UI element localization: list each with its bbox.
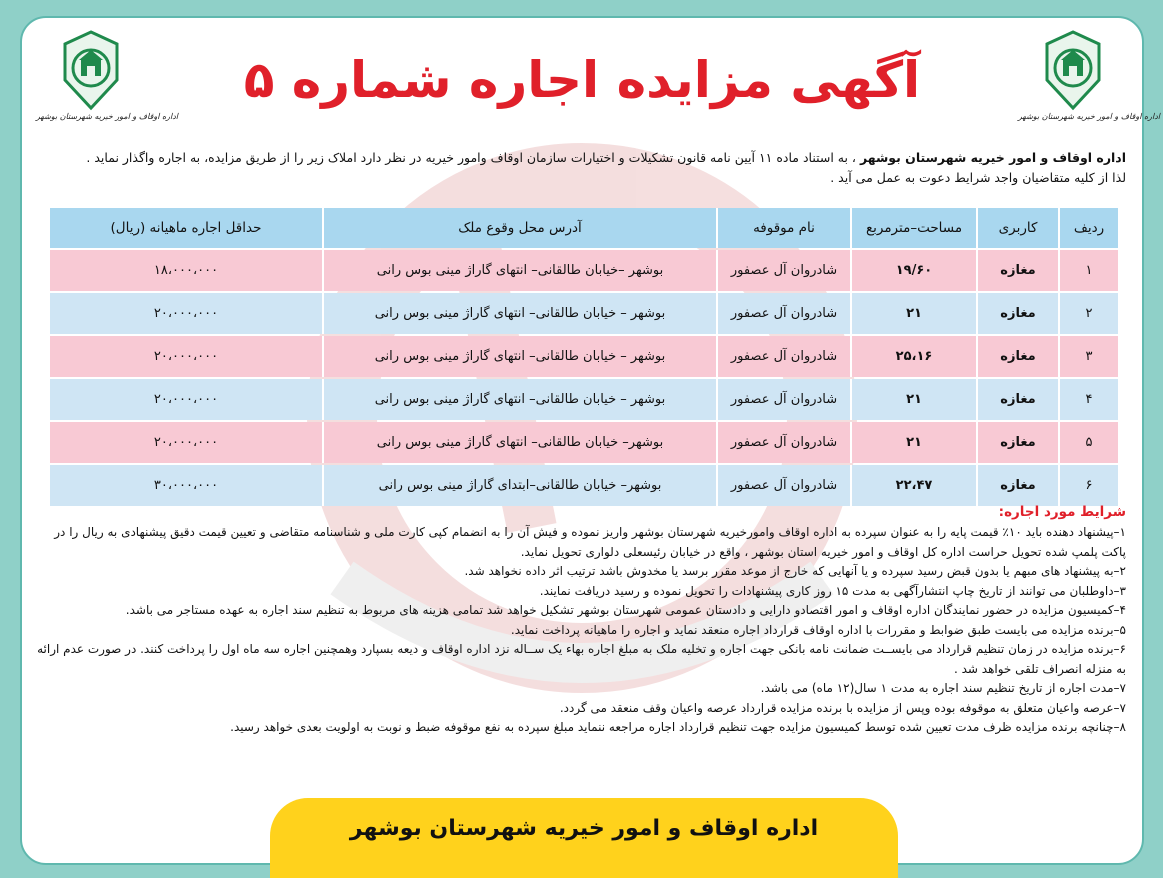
cell-row-number: ۲ [1058,293,1118,334]
cell-address: بوشهر– خیابان طالقانی–ابتدای گاراژ مینی بوس رانی [322,465,716,506]
cell-address: بوشهر – خیابان طالقانی– انتهای گاراژ مینی بوس رانی [322,293,716,334]
cell-area: ۲۲،۴۷ [850,465,976,506]
condition-item: ۴–کمیسیون مزایده در حضور نمایندگان اداره اوقاف و امور اقتصادو دارایی و دادستان عمومی شهرستان بوشهر تشکیل خواهد شد تمامی هزینه های مربوط به تنظیم سند اجاره به عهده مستاجر می باشد. [125,603,1126,617]
table-header-row [48,208,1118,248]
condition-item: ۱–پیشنهاد دهنده باید ۱۰٪ قیمت پایه را به عنوان سپرده به اداره اوقاف وامورخیریه شهرستان بوشهر واریز نموده و فیش آن را به انضمام کپی کارت ملی و شناسنامه متقاضی و تعیین قیمت دقیق پیشنهادی به ریال را در پاکت پلمپ شده تحویل حراست اداره کل اوقاف و امور خیریه استان بوشهر ، واقع در خیابان رئیسعلی دلواری تحویل نماید. [54,525,1126,559]
properties-table [48,206,1118,508]
page-title: آگهی مزایده اجاره شماره ۵ [243,51,921,109]
cell-row-number: ۶ [1058,465,1118,506]
cell-row-number: ۴ [1058,379,1118,420]
cell-row-number: ۳ [1058,336,1118,377]
cell-usage: مغازه [976,379,1058,420]
cell-endowment: شادروان آل عصفور [716,379,850,420]
cell-rent: ۲۰،۰۰۰،۰۰۰ [48,293,322,334]
table-row [48,379,1118,420]
table-row [48,250,1118,291]
notice-frame [20,16,1161,865]
cell-area: ۱۹/۶۰ [850,250,976,291]
cell-rent: ۱۸،۰۰۰،۰۰۰ [48,250,322,291]
header-area: مساحت–مترمربع [850,208,976,248]
cell-endowment: شادروان آل عصفور [716,422,850,463]
cell-rent: ۲۰،۰۰۰،۰۰۰ [48,336,322,377]
logo-right [1018,30,1161,121]
cell-endowment: شادروان آل عصفور [716,465,850,506]
cell-area: ۲۱ [850,379,976,420]
cell-endowment: شادروان آل عصفور [716,250,850,291]
footer-org-name: اداره اوقاف و امور خیریه شهرستان بوشهر [349,816,819,841]
condition-item: ۵–برنده مزایده می بایست طبق ضوابط و مقررات با اداره اوقاف قرارداد اجاره منعقد نماید و اجاره را ماهیانه پرداخت نماید. [510,622,1126,637]
condition-item: ۶–برنده مزایده در زمان تنظیم قرارداد می بایســت ضمانت نامه بانکی جهت اجاره و تخلیه ملک به مبلغ اجاره بهاء یک ســاله نزد اداره اوقاف و دیعه بسپارد وهمچنین اجاره سه ماه اول را پرداخت کنند. در صورت عدم ارائه به منزله انصراف تلقی خواهد شد . [37,642,1126,676]
condition-item: ۳–داوطلبان می توانند از تاریخ چاپ انتشارآگهی به مدت ۱۵ روز کاری پیشنهادات را تحویل نموده و رسید دریافت نمایند. [539,583,1126,598]
intro-org: اداره اوقاف و امور خیریه شهرستان بوشهر [859,150,1126,165]
conditions-title: شرایط مورد اجاره: [998,504,1126,520]
cell-rent: ۲۰،۰۰۰،۰۰۰ [48,379,322,420]
header-usage: کاربری [976,208,1058,248]
cell-rent: ۲۰،۰۰۰،۰۰۰ [48,422,322,463]
cell-address: بوشهر – خیابان طالقانی– انتهای گاراژ مینی بوس رانی [322,336,716,377]
condition-item: ۷–مدت اجاره از تاریخ تنظیم سند اجاره به مدت ۱ سال(۱۲ ماه) می باشد. [760,681,1126,695]
cell-area: ۲۱ [850,422,976,463]
cell-address: بوشهر –خیابان طالقانی– انتهای گاراژ مینی بوس رانی [322,250,716,291]
cell-endowment: شادروان آل عصفور [716,293,850,334]
table-row [48,293,1118,334]
intro-line-1 [38,148,1126,168]
header-address: آدرس محل وقوع ملک [322,208,716,248]
cell-endowment: شادروان آل عصفور [716,336,850,377]
cell-usage: مغازه [976,422,1058,463]
intro-line-1-rest: ، به استناد ماده ۱۱ آیین نامه قانون تشکیلات و اختیارات سازمان اوقاف وامور خیریه در نظر دارد املاک زیر را از طریق مزایده، به اجاره واگذار نماید . [86,150,860,165]
cell-area: ۲۱ [850,293,976,334]
cell-row-number: ۱ [1058,250,1118,291]
cell-address: بوشهر– خیابان طالقانی– انتهای گاراژ مینی بوس رانی [322,422,716,463]
logo-caption: اداره اوقاف و امور خیریه شهرستان بوشهر [1018,112,1161,121]
condition-item: ۷–عرصه واعیان متعلق به موقوفه بوده وپس از مزایده با برنده مزایده قرارداد عرصه واعیان وقف منعقد می گردد. [559,700,1126,715]
footer-banner [270,798,898,878]
logo-left [36,30,179,121]
cell-usage: مغازه [976,465,1058,506]
cell-usage: مغازه [976,250,1058,291]
header-endowment: نام موقوفه [716,208,850,248]
table-row [48,336,1118,377]
header-rent: حداقل اجاره ماهیانه (ریال) [48,208,322,248]
cell-usage: مغازه [976,293,1058,334]
waqf-emblem-icon [1041,30,1105,110]
condition-item: ۲–به پیشنهاد های مبهم یا بدون قبض رسید سپرده و یا آنهایی که خارج از موعد مقرر برسد یا مخدوش باشد ترتیب اثر داده نخواهد شد. [464,564,1126,578]
table-row [48,422,1118,463]
waqf-emblem-icon [59,30,123,110]
cell-address: بوشهر – خیابان طالقانی– انتهای گاراژ مینی بوس رانی [322,379,716,420]
header-row-number: ردیف [1058,208,1118,248]
cell-row-number: ۵ [1058,422,1118,463]
cell-area: ۲۵،۱۶ [850,336,976,377]
logo-caption: اداره اوقاف و امور خیریه شهرستان بوشهر [36,112,179,121]
cell-usage: مغازه [976,336,1058,377]
conditions-list [36,523,1126,738]
table-row [48,465,1118,506]
cell-rent: ۳۰،۰۰۰،۰۰۰ [48,465,322,506]
intro-line-2: لذا از کلیه متقاضیان واجد شرایط دعوت به عمل می آید . [830,170,1126,185]
condition-item: ۸–چنانچه برنده مزایده ظرف مدت تعیین شده توسط کمیسیون مزایده جهت تنظیم قرارداد اجاره مراجعه ننماید مبلغ سپرده به نفع موقوفه ضبط و نوبت به اولویت بعدی خواهد رسید. [230,720,1126,734]
intro-text [38,148,1126,188]
